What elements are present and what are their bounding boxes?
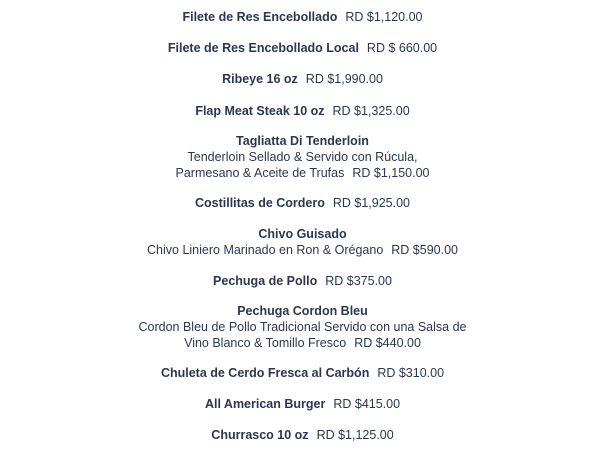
menu-item-costillitas <box>0 195 605 211</box>
menu-item-cordon-bleu-title <box>0 303 605 319</box>
menu-item-filete-encebollado <box>0 9 605 25</box>
menu-item-cordon-bleu-desc-1 <box>0 319 605 335</box>
item-description: Cordon Bleu de Pollo Tradicional Servido con una Salsa de <box>138 320 467 334</box>
item-price: RD $590.00 <box>391 243 458 257</box>
menu-item-chuleta-cerdo <box>0 365 605 381</box>
item-price: RD $375.00 <box>325 274 392 288</box>
item-name: Pechuga Cordon Bleu <box>237 304 368 318</box>
menu-item-pechuga-pollo <box>0 273 605 289</box>
item-name: Filete de Res Encebollado <box>182 10 338 24</box>
menu-item-churrasco <box>0 427 605 443</box>
item-price: RD $1,120.00 <box>345 10 423 24</box>
item-name: Churrasco 10 oz <box>211 428 309 442</box>
item-name: Ribeye 16 oz <box>222 72 298 86</box>
item-price: RD $415.00 <box>333 397 401 411</box>
item-description: Chivo Liniero Marinado en Ron & Orégano <box>147 243 384 257</box>
menu-item-american-burger <box>0 396 605 412</box>
menu-item-ribeye <box>0 71 605 87</box>
item-name: Filete de Res Encebollado Local <box>167 41 359 55</box>
menu-item-chivo-desc <box>0 242 605 258</box>
menu-item-tagliatta-desc-2 <box>0 165 605 181</box>
item-price: RD $1,325.00 <box>332 104 410 118</box>
item-name: All American Burger <box>204 397 326 411</box>
menu-item-cordon-bleu-desc-2 <box>0 335 605 351</box>
item-price: RD $310.00 <box>377 366 445 380</box>
item-name: Flap Meat Steak 10 oz <box>195 104 325 118</box>
menu-item-flap-meat <box>0 103 605 119</box>
item-price: RD $1,150.00 <box>352 166 430 180</box>
item-name: Chivo Guisado <box>258 227 347 241</box>
item-description: Tenderloin Sellado & Servido con Rúcula, <box>187 150 418 164</box>
item-description: Vino Blanco & Tomillo Fresco <box>184 336 347 350</box>
item-price: RD $1,925.00 <box>332 196 411 210</box>
item-name: Pechuga de Pollo <box>213 274 318 288</box>
menu-item-tagliatta-title <box>0 133 605 149</box>
menu-item-tagliatta-desc-1 <box>0 149 605 165</box>
item-description: Parmesano & Aceite de Trufas <box>175 166 345 180</box>
item-name: Chuleta de Cerdo Fresca al Carbón <box>160 366 370 380</box>
item-price: RD $ 660.00 <box>366 41 438 55</box>
menu-item-chivo-title <box>0 226 605 242</box>
item-name: Costillitas de Cordero <box>194 196 325 210</box>
item-price: RD $1,990.00 <box>305 72 383 86</box>
item-name: Tagliatta Di Tenderloin <box>236 134 369 148</box>
menu-item-filete-encebollado-local <box>0 40 605 56</box>
item-price: RD $440.00 <box>354 336 421 350</box>
item-price: RD $1,125.00 <box>316 428 394 442</box>
